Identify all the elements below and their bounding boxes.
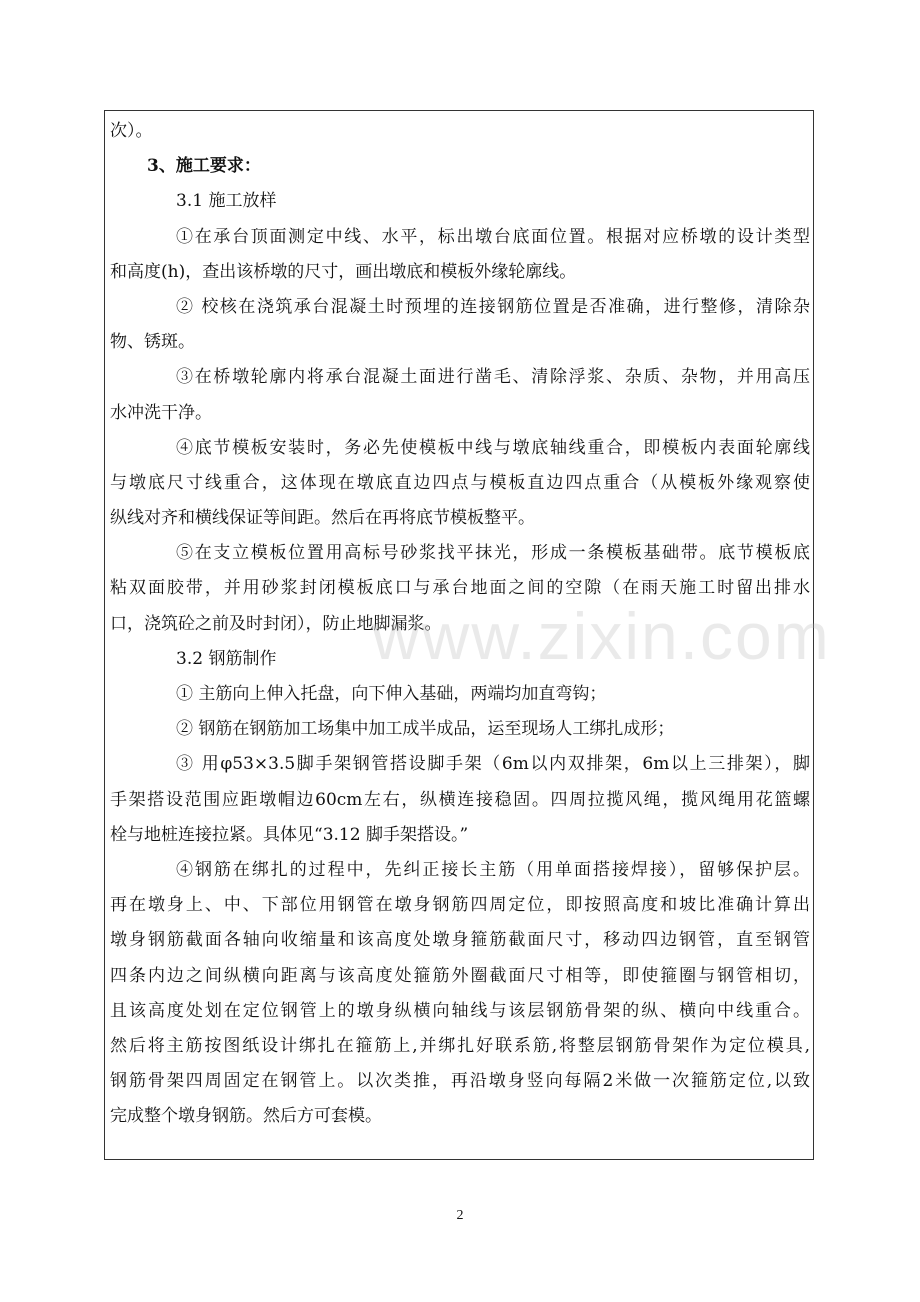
text-line: ① 主筋向上伸入托盘，向下伸入基础，两端均加直弯钩；: [176, 684, 607, 704]
text-line: 物、锈斑。: [110, 332, 195, 353]
text-line: 水冲洗干净。: [110, 402, 212, 423]
subsection-heading: 3.2 钢筋制作: [176, 648, 277, 669]
text-line: ② 钢筋在钢筋加工场集中加工成半成品，运至现场人工绑扎成形；: [176, 719, 675, 740]
text-line: 栓与地桩连接拉紧。具体见“3.12 脚手架搭设。”: [110, 824, 469, 845]
text-line: 完成整个墩身钢筋。然后方可套模。: [110, 1106, 382, 1127]
text-line: 墩身钢筋截面各轴向收缩量和该高度处墩身箍筋截面尺寸，移动四边钢管，直至钢管: [110, 930, 810, 951]
section-heading: 3、施工要求：: [147, 156, 261, 177]
text-line: 再在墩身上、中、下部位用钢管在墩身钢筋四周定位，即按照高度和坡比准确计算出: [110, 895, 810, 916]
text-line: ③ 用φ53×3.5脚手架钢管搭设脚手架（6m以内双排架，6m以上三排架），脚: [176, 754, 810, 775]
text-line: ①在承台顶面测定中线、水平，标出墩台底面位置。根据对应桥墩的设计类型: [176, 226, 810, 247]
watermark: www.zixin.com: [372, 599, 831, 673]
page-number: 2: [456, 1208, 464, 1223]
text-line: 且该高度处划在定位钢管上的墩身纵横向轴线与该层钢筋骨架的纵、横向中线重合。: [110, 1000, 810, 1021]
subsection-heading: 3.1 施工放样: [176, 191, 277, 212]
text-line: ③在桥墩轮廓内将承台混凝土面进行凿毛、清除浮浆、杂质、杂物，并用高压: [176, 367, 810, 388]
text-line: 纵线对齐和横线保证等间距。然后在再将底节模板整平。: [110, 508, 535, 529]
text-line: 粘双面胶带，并用砂浆封闭模板底口与承台地面之间的空隙（在雨天施工时留出排水: [110, 578, 810, 599]
text-line: 口，浇筑砼之前及时封闭），防止地脚漏浆。: [110, 613, 442, 634]
text-line: 钢筋骨架四周固定在钢管上。以次类推，再沿墩身竖向每隔2米做一次箍筋定位,以致: [110, 1071, 810, 1092]
text-line: ④底节模板安装时，务必先使模板中线与墩底轴线重合，即模板内表面轮廓线: [176, 437, 810, 458]
text-line: ② 校核在浇筑承台混凝土时预埋的连接钢筋位置是否准确，进行整修，清除杂: [176, 296, 810, 317]
text-line: 和高度(h)，查出该桥墩的尺寸，画出墩底和模板外缘轮廓线。: [110, 261, 577, 282]
text-line: ⑤在支立模板位置用高标号砂浆找平抹光，形成一条模板基础带。底节模板底: [176, 543, 810, 564]
text-line: 次）。: [110, 121, 153, 141]
text-line: ④钢筋在绑扎的过程中，先纠正接长主筋（用单面搭接焊接），留够保护层。: [176, 859, 810, 880]
text-line: 与墩底尺寸线重合，这体现在墩底直边四点与模板直边四点重合（从模板外缘观察使: [110, 472, 810, 493]
text-line: 四条内边之间纵横向距离与该高度处箍筋外圈截面尺寸相等，即使箍圈与钢管相切，: [110, 965, 810, 986]
text-line: 然后将主筋按图纸设计绑扎在箍筋上,并绑扎好联系筋,将整层钢筋骨架作为定位模具,: [110, 1035, 810, 1056]
text-line: 手架搭设范围应距墩帽边60cm左右，纵横连接稳固。四周拉揽风绳，揽风绳用花篮螺: [110, 789, 810, 810]
document-body: [110, 114, 810, 1134]
